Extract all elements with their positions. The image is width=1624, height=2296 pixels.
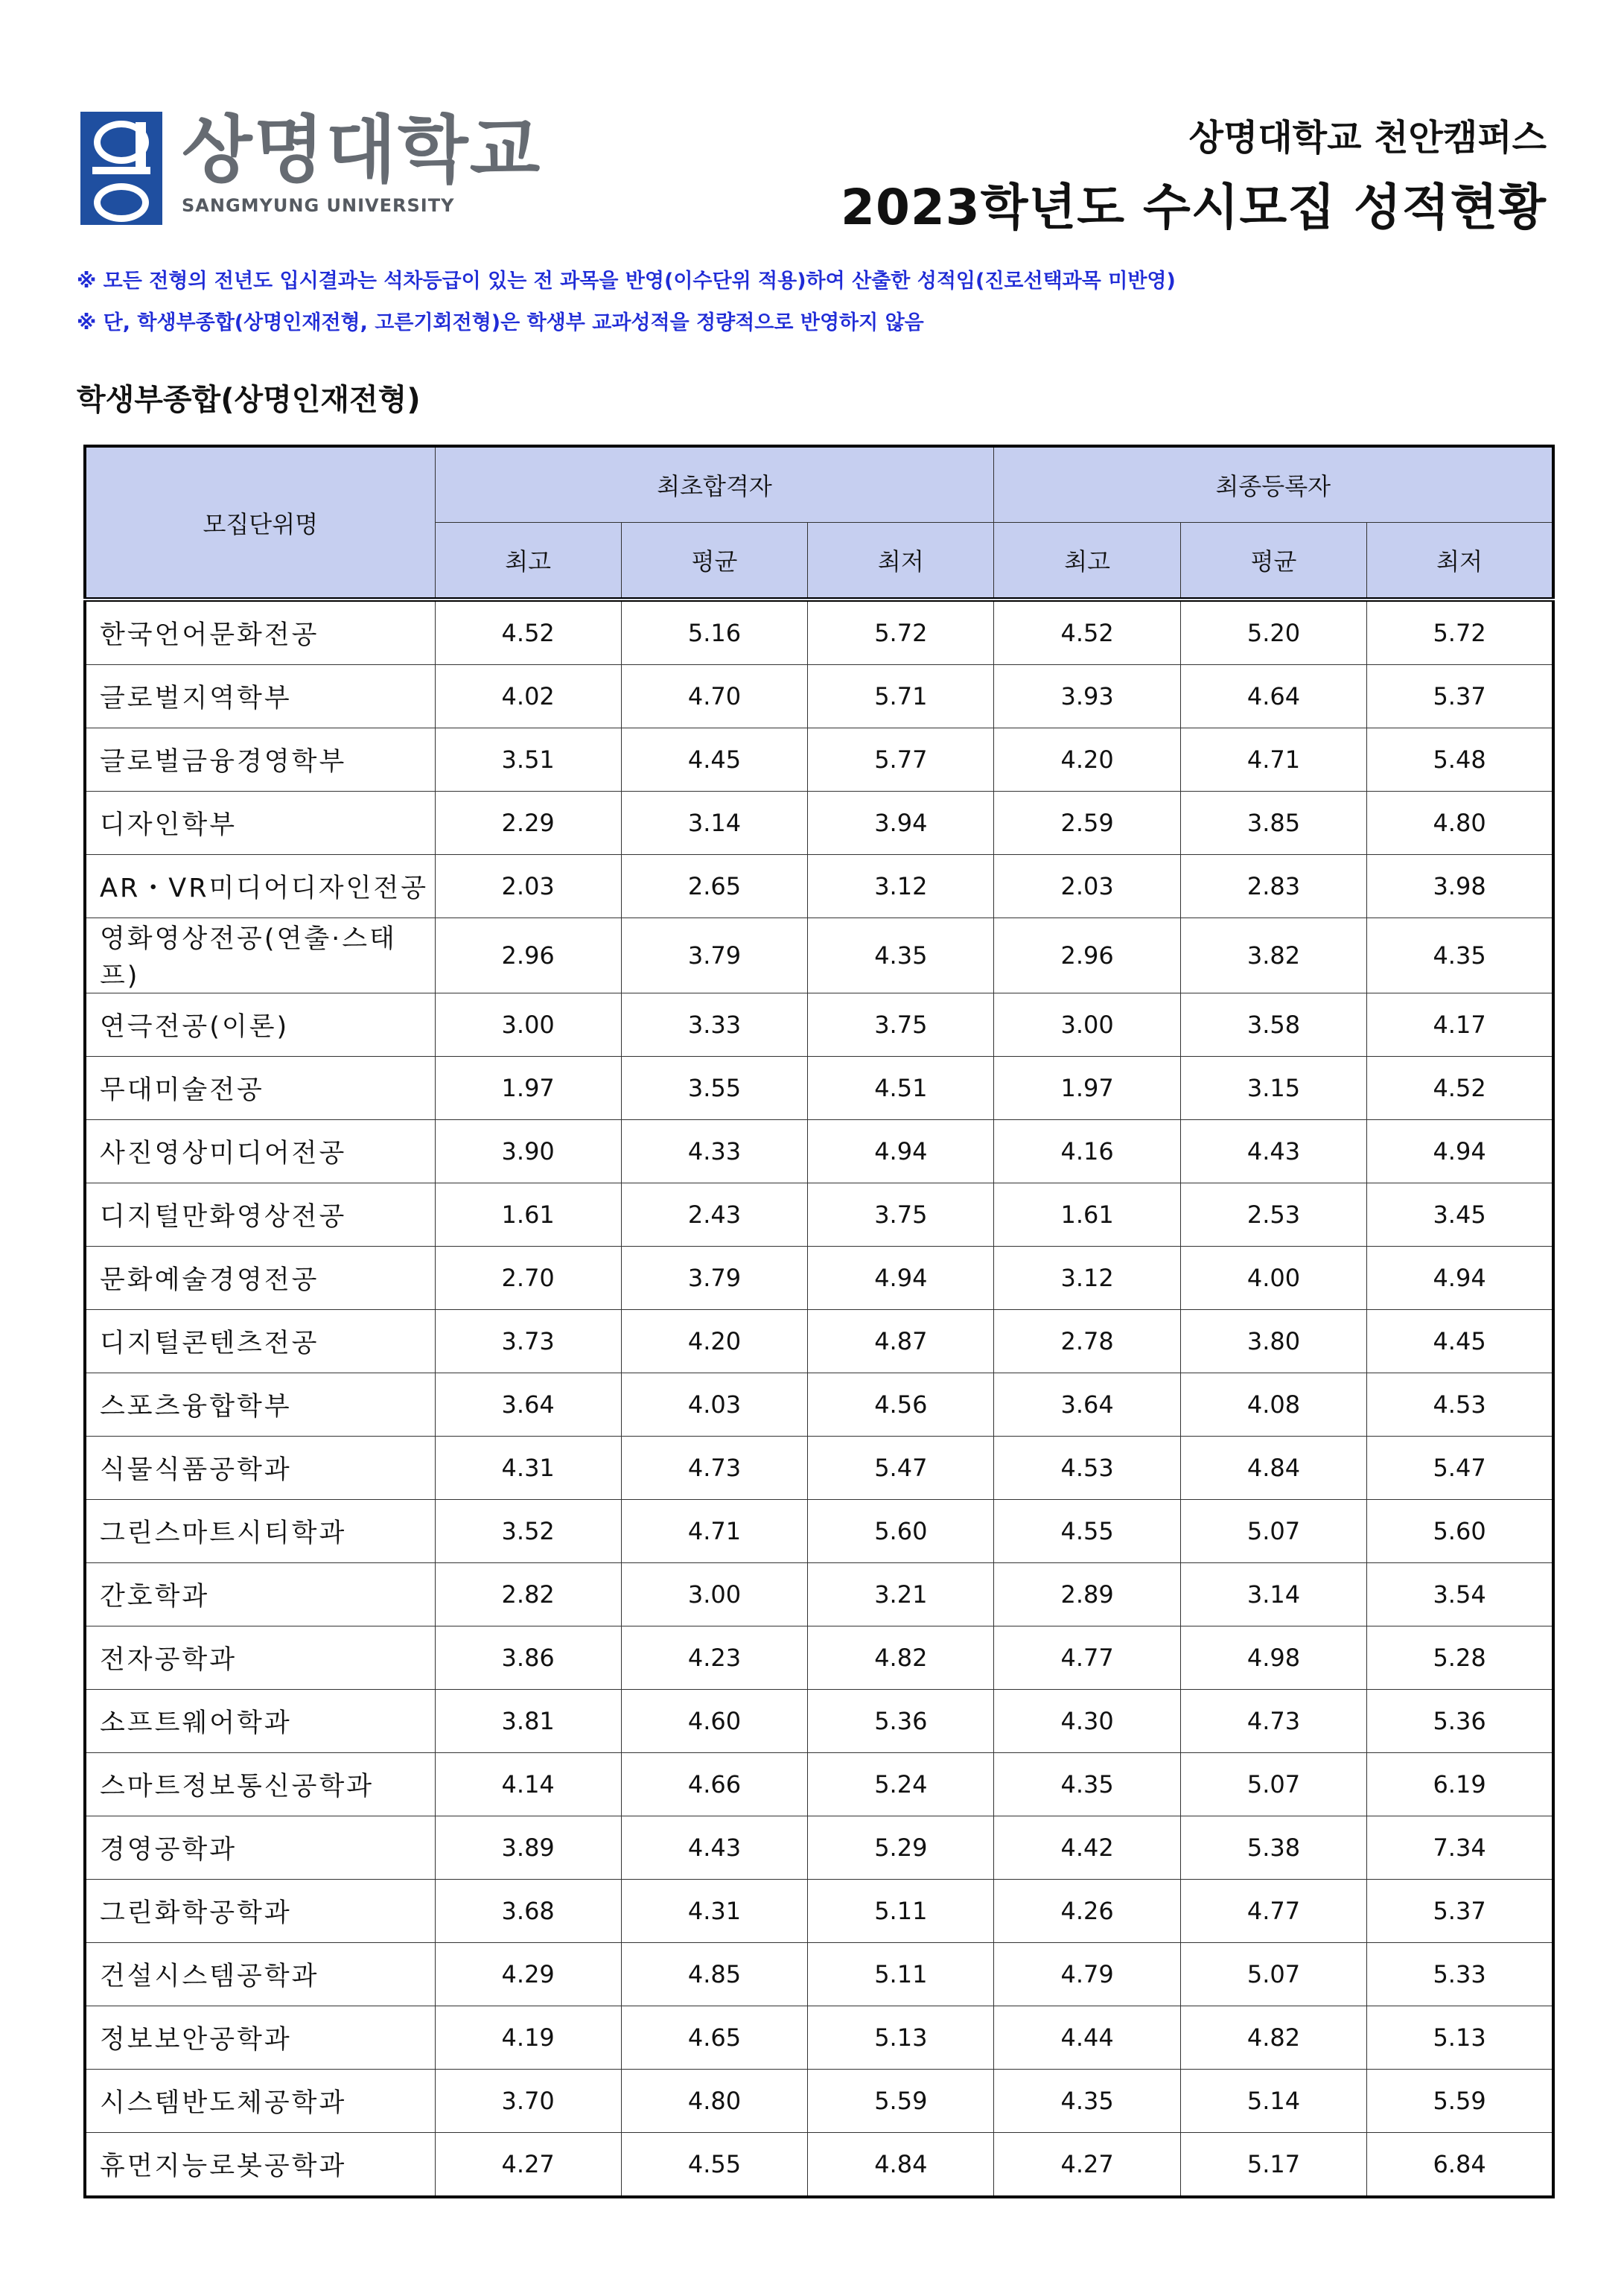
final-min-cell: 3.45	[1367, 1183, 1553, 1247]
initial-max-cell: 3.86	[435, 1626, 621, 1690]
header-initial-min: 최저	[808, 523, 994, 600]
header-final-registrants: 최종등록자	[994, 446, 1553, 523]
unit-name-cell: 디자인학부	[85, 792, 435, 855]
unit-name-cell: 디지털콘텐츠전공	[85, 1310, 435, 1373]
initial-max-cell: 3.00	[435, 993, 621, 1057]
initial-min-cell: 5.71	[808, 665, 994, 728]
final-max-cell: 4.52	[994, 600, 1180, 665]
initial-max-cell: 4.31	[435, 1437, 621, 1500]
header-initial-avg: 평균	[621, 523, 807, 600]
final-avg-cell: 2.83	[1180, 855, 1366, 918]
unit-name-cell: 휴먼지능로봇공학과	[85, 2133, 435, 2198]
unit-name-cell: AR・VR미디어디자인전공	[85, 855, 435, 918]
final-avg-cell: 5.17	[1180, 2133, 1366, 2198]
final-max-cell: 4.79	[994, 1943, 1180, 2006]
initial-min-cell: 5.59	[808, 2070, 994, 2133]
final-avg-cell: 2.53	[1180, 1183, 1366, 1247]
table-row	[85, 918, 1553, 993]
section-title: 학생부종합(상명인재전형)	[77, 383, 421, 417]
initial-max-cell: 2.03	[435, 855, 621, 918]
initial-min-cell: 3.94	[808, 792, 994, 855]
final-avg-cell: 5.07	[1180, 1943, 1366, 2006]
final-min-cell: 5.48	[1367, 728, 1553, 792]
final-min-cell: 5.72	[1367, 600, 1553, 665]
final-min-cell: 5.37	[1367, 665, 1553, 728]
initial-avg-cell: 4.80	[621, 2070, 807, 2133]
final-min-cell: 4.94	[1367, 1120, 1553, 1183]
initial-avg-cell: 4.71	[621, 1500, 807, 1563]
initial-max-cell: 3.81	[435, 1690, 621, 1753]
final-max-cell: 3.00	[994, 993, 1180, 1057]
table-row	[85, 1563, 1553, 1626]
initial-avg-cell: 4.43	[621, 1816, 807, 1880]
grades-table-body	[85, 600, 1553, 2197]
logo-korean-name: 상명대학교	[182, 108, 542, 193]
note-line: ※ 모든 전형의 전년도 입시결과는 석차등급이 있는 전 과목을 반영(이수단위 적용)하여 산출한 성적임(진로선택과목 미반영)	[77, 270, 1176, 293]
initial-max-cell: 4.29	[435, 1943, 621, 2006]
table-row	[85, 2133, 1553, 2198]
initial-max-cell: 3.68	[435, 1880, 621, 1943]
grades-table	[83, 445, 1555, 2198]
table-row	[85, 1880, 1553, 1943]
table-row	[85, 728, 1553, 792]
initial-avg-cell: 4.85	[621, 1943, 807, 2006]
initial-avg-cell: 4.23	[621, 1626, 807, 1690]
initial-max-cell: 3.52	[435, 1500, 621, 1563]
final-avg-cell: 4.84	[1180, 1437, 1366, 1500]
initial-max-cell: 4.02	[435, 665, 621, 728]
unit-name-cell: 글로벌금융경영학부	[85, 728, 435, 792]
initial-max-cell: 3.51	[435, 728, 621, 792]
initial-max-cell: 2.29	[435, 792, 621, 855]
initial-max-cell: 2.96	[435, 918, 621, 993]
final-avg-cell: 3.82	[1180, 918, 1366, 993]
unit-name-cell: 연극전공(이론)	[85, 993, 435, 1057]
initial-avg-cell: 4.73	[621, 1437, 807, 1500]
initial-max-cell: 1.61	[435, 1183, 621, 1247]
table-row	[85, 1057, 1553, 1120]
final-avg-cell: 3.80	[1180, 1310, 1366, 1373]
final-min-cell: 5.37	[1367, 1880, 1553, 1943]
unit-name-cell: 한국언어문화전공	[85, 600, 435, 665]
table-row	[85, 792, 1553, 855]
initial-avg-cell: 4.70	[621, 665, 807, 728]
initial-min-cell: 5.24	[808, 1753, 994, 1816]
final-max-cell: 4.35	[994, 1753, 1180, 1816]
table-row	[85, 1500, 1553, 1563]
initial-max-cell: 3.73	[435, 1310, 621, 1373]
initial-min-cell: 5.29	[808, 1816, 994, 1880]
unit-name-cell: 문화예술경영전공	[85, 1247, 435, 1310]
final-min-cell: 4.17	[1367, 993, 1553, 1057]
final-min-cell: 5.36	[1367, 1690, 1553, 1753]
unit-name-cell: 건설시스템공학과	[85, 1943, 435, 2006]
unit-name-cell: 식물식품공학과	[85, 1437, 435, 1500]
unit-name-cell: 그린스마트시티학과	[85, 1500, 435, 1563]
initial-avg-cell: 4.31	[621, 1880, 807, 1943]
initial-min-cell: 5.47	[808, 1437, 994, 1500]
unit-name-cell: 시스템반도체공학과	[85, 2070, 435, 2133]
table-row	[85, 1437, 1553, 1500]
initial-max-cell: 3.64	[435, 1373, 621, 1437]
final-avg-cell: 4.77	[1180, 1880, 1366, 1943]
final-min-cell: 4.53	[1367, 1373, 1553, 1437]
final-max-cell: 4.55	[994, 1500, 1180, 1563]
unit-name-cell: 사진영상미디어전공	[85, 1120, 435, 1183]
final-min-cell: 6.84	[1367, 2133, 1553, 2198]
unit-name-cell: 무대미술전공	[85, 1057, 435, 1120]
header-initial-max: 최고	[435, 523, 621, 600]
final-avg-cell: 5.07	[1180, 1500, 1366, 1563]
final-avg-cell: 3.85	[1180, 792, 1366, 855]
final-max-cell: 3.93	[994, 665, 1180, 728]
initial-max-cell: 2.82	[435, 1563, 621, 1626]
table-row	[85, 1373, 1553, 1437]
initial-min-cell: 4.94	[808, 1247, 994, 1310]
initial-avg-cell: 4.20	[621, 1310, 807, 1373]
final-max-cell: 4.53	[994, 1437, 1180, 1500]
initial-avg-cell: 4.03	[621, 1373, 807, 1437]
document-title: 2023학년도 수시모집 성적현황	[841, 179, 1547, 236]
table-row	[85, 1247, 1553, 1310]
final-max-cell: 4.42	[994, 1816, 1180, 1880]
initial-avg-cell: 4.55	[621, 2133, 807, 2198]
header-final-max: 최고	[994, 523, 1180, 600]
unit-name-cell: 디지털만화영상전공	[85, 1183, 435, 1247]
unit-name-cell: 그린화학공학과	[85, 1880, 435, 1943]
initial-min-cell: 4.87	[808, 1310, 994, 1373]
final-min-cell: 7.34	[1367, 1816, 1553, 1880]
final-min-cell: 4.45	[1367, 1310, 1553, 1373]
final-max-cell: 1.97	[994, 1057, 1180, 1120]
initial-avg-cell: 3.79	[621, 918, 807, 993]
table-row	[85, 600, 1553, 665]
final-avg-cell: 4.43	[1180, 1120, 1366, 1183]
initial-min-cell: 5.77	[808, 728, 994, 792]
final-max-cell: 2.03	[994, 855, 1180, 918]
logo-english-name: SANGMYUNG UNIVERSITY	[182, 195, 455, 216]
initial-avg-cell: 3.55	[621, 1057, 807, 1120]
final-avg-cell: 4.00	[1180, 1247, 1366, 1310]
initial-min-cell: 4.94	[808, 1120, 994, 1183]
initial-min-cell: 4.82	[808, 1626, 994, 1690]
unit-name-cell: 스포츠융합학부	[85, 1373, 435, 1437]
final-avg-cell: 5.14	[1180, 2070, 1366, 2133]
initial-avg-cell: 3.14	[621, 792, 807, 855]
final-max-cell: 4.20	[994, 728, 1180, 792]
unit-name-cell: 경영공학과	[85, 1816, 435, 1880]
final-max-cell: 4.16	[994, 1120, 1180, 1183]
final-min-cell: 3.54	[1367, 1563, 1553, 1626]
initial-avg-cell: 2.43	[621, 1183, 807, 1247]
final-max-cell: 4.26	[994, 1880, 1180, 1943]
final-avg-cell: 5.38	[1180, 1816, 1366, 1880]
table-row	[85, 1943, 1553, 2006]
final-min-cell: 3.98	[1367, 855, 1553, 918]
initial-min-cell: 5.11	[808, 1943, 994, 2006]
final-max-cell: 4.27	[994, 2133, 1180, 2198]
final-max-cell: 2.96	[994, 918, 1180, 993]
final-min-cell: 5.47	[1367, 1437, 1553, 1500]
unit-name-cell: 글로벌지역학부	[85, 665, 435, 728]
initial-min-cell: 3.12	[808, 855, 994, 918]
header-final-min: 최저	[1367, 523, 1553, 600]
initial-min-cell: 3.75	[808, 993, 994, 1057]
note-line: ※ 단, 학생부종합(상명인재전형, 고른기회전형)은 학생부 교과성적을 정량적으로 반영하지 않음	[77, 311, 924, 334]
final-min-cell: 5.13	[1367, 2006, 1553, 2070]
unit-name-cell: 간호학과	[85, 1563, 435, 1626]
initial-min-cell: 3.21	[808, 1563, 994, 1626]
unit-name-cell: 소프트웨어학과	[85, 1690, 435, 1753]
table-row	[85, 1690, 1553, 1753]
final-avg-cell: 3.15	[1180, 1057, 1366, 1120]
initial-avg-cell: 4.33	[621, 1120, 807, 1183]
initial-avg-cell: 4.45	[621, 728, 807, 792]
final-min-cell: 6.19	[1367, 1753, 1553, 1816]
final-avg-cell: 4.71	[1180, 728, 1366, 792]
unit-name-cell: 스마트정보통신공학과	[85, 1753, 435, 1816]
table-row	[85, 1816, 1553, 1880]
final-max-cell: 4.77	[994, 1626, 1180, 1690]
initial-max-cell: 4.14	[435, 1753, 621, 1816]
table-row	[85, 1120, 1553, 1183]
initial-min-cell: 5.36	[808, 1690, 994, 1753]
initial-min-cell: 5.60	[808, 1500, 994, 1563]
final-min-cell: 5.33	[1367, 1943, 1553, 2006]
final-avg-cell: 5.20	[1180, 600, 1366, 665]
table-row	[85, 665, 1553, 728]
initial-min-cell: 4.51	[808, 1057, 994, 1120]
final-max-cell: 3.12	[994, 1247, 1180, 1310]
initial-max-cell: 2.70	[435, 1247, 621, 1310]
final-max-cell: 4.35	[994, 2070, 1180, 2133]
table-row	[85, 2006, 1553, 2070]
unit-name-cell: 정보보안공학과	[85, 2006, 435, 2070]
final-min-cell: 4.35	[1367, 918, 1553, 993]
initial-min-cell: 5.13	[808, 2006, 994, 2070]
final-avg-cell: 4.08	[1180, 1373, 1366, 1437]
final-min-cell: 5.59	[1367, 2070, 1553, 2133]
notes	[77, 261, 1176, 344]
final-min-cell: 4.94	[1367, 1247, 1553, 1310]
final-max-cell: 4.44	[994, 2006, 1180, 2070]
initial-avg-cell: 5.16	[621, 600, 807, 665]
unit-name-cell: 전자공학과	[85, 1626, 435, 1690]
final-avg-cell: 3.14	[1180, 1563, 1366, 1626]
logo-emblem-icon	[80, 112, 162, 225]
table-row	[85, 1183, 1553, 1247]
initial-min-cell: 3.75	[808, 1183, 994, 1247]
initial-max-cell: 1.97	[435, 1057, 621, 1120]
initial-avg-cell: 2.65	[621, 855, 807, 918]
header-initial-admits: 최초합격자	[435, 446, 994, 523]
table-row	[85, 993, 1553, 1057]
table-row	[85, 855, 1553, 918]
initial-avg-cell: 3.00	[621, 1563, 807, 1626]
final-max-cell: 2.59	[994, 792, 1180, 855]
header-final-avg: 평균	[1180, 523, 1366, 600]
final-min-cell: 5.60	[1367, 1500, 1553, 1563]
final-avg-cell: 4.98	[1180, 1626, 1366, 1690]
final-avg-cell: 4.64	[1180, 665, 1366, 728]
final-max-cell: 1.61	[994, 1183, 1180, 1247]
initial-avg-cell: 4.66	[621, 1753, 807, 1816]
final-avg-cell: 4.73	[1180, 1690, 1366, 1753]
table-row	[85, 2070, 1553, 2133]
unit-name-cell: 영화영상전공(연출·스태프)	[85, 918, 435, 993]
initial-min-cell: 5.11	[808, 1880, 994, 1943]
initial-min-cell: 5.72	[808, 600, 994, 665]
final-avg-cell: 5.07	[1180, 1753, 1366, 1816]
university-logo	[80, 108, 542, 225]
final-max-cell: 4.30	[994, 1690, 1180, 1753]
final-min-cell: 4.80	[1367, 792, 1553, 855]
initial-max-cell: 4.27	[435, 2133, 621, 2198]
initial-avg-cell: 3.79	[621, 1247, 807, 1310]
initial-max-cell: 3.70	[435, 2070, 621, 2133]
header-unit-name: 모집단위명	[85, 446, 435, 600]
final-min-cell: 4.52	[1367, 1057, 1553, 1120]
initial-max-cell: 4.19	[435, 2006, 621, 2070]
final-min-cell: 5.28	[1367, 1626, 1553, 1690]
final-avg-cell: 3.58	[1180, 993, 1366, 1057]
final-max-cell: 2.78	[994, 1310, 1180, 1373]
initial-max-cell: 4.52	[435, 600, 621, 665]
initial-avg-cell: 3.33	[621, 993, 807, 1057]
initial-avg-cell: 4.65	[621, 2006, 807, 2070]
initial-min-cell: 4.84	[808, 2133, 994, 2198]
final-max-cell: 3.64	[994, 1373, 1180, 1437]
table-row	[85, 1310, 1553, 1373]
campus-name: 상명대학교 천안캠퍼스	[1188, 117, 1547, 159]
initial-min-cell: 4.35	[808, 918, 994, 993]
initial-max-cell: 3.89	[435, 1816, 621, 1880]
table-row	[85, 1753, 1553, 1816]
initial-avg-cell: 4.60	[621, 1690, 807, 1753]
final-max-cell: 2.89	[994, 1563, 1180, 1626]
initial-max-cell: 3.90	[435, 1120, 621, 1183]
table-row	[85, 1626, 1553, 1690]
initial-min-cell: 4.56	[808, 1373, 994, 1437]
final-avg-cell: 4.82	[1180, 2006, 1366, 2070]
